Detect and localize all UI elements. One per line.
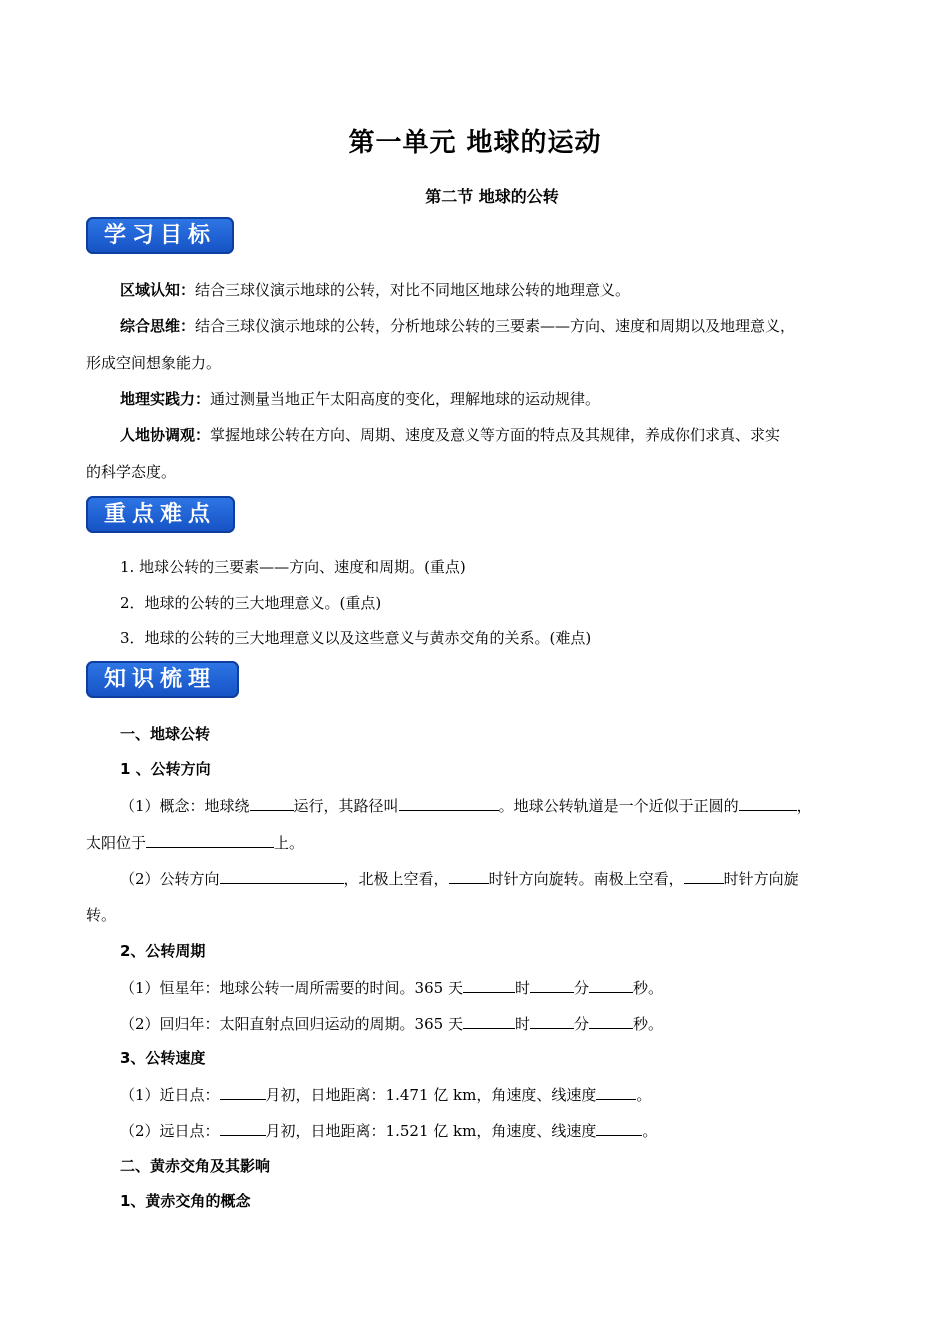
goal-regional: 区域认知：结合三球仪演示地球的公转，对比不同地区地球公转的地理意义。: [120, 281, 631, 299]
direction-concept-line: （1）概念：地球绕 运行，其路径叫 。地球公转轨道是一个近似于正圆的 ，: [120, 797, 812, 815]
goal-practice: 地理实践力：通过测量当地正午太阳高度的变化，理解地球的运动规律。: [120, 390, 601, 408]
tropical-year-line: （2）回归年：太阳直射点回归运动的周期。365 天 时 分 秒。: [120, 1015, 663, 1033]
blank-14[interactable]: [220, 1084, 266, 1100]
blank-3[interactable]: [739, 795, 797, 811]
section-subtitle: 第二节 地球的公转: [425, 187, 559, 206]
goal-thinking: 综合思维：结合三球仪演示地球的公转，分析地球公转的三要素——方向、速度和周期以及地理意义，: [120, 317, 796, 335]
key-point-1: 1. 地球公转的三要素——方向、速度和周期。(重点): [120, 558, 466, 576]
banner-learning-goals: 学习目标: [86, 217, 234, 254]
direction-concept-cont: 太阳位于 上。: [86, 834, 305, 852]
blank-12[interactable]: [530, 1013, 574, 1029]
blank-15[interactable]: [596, 1084, 636, 1100]
blank-5[interactable]: [220, 868, 344, 884]
key-point-3: 3．地球的公转的三大地理意义以及这些意义与黄赤交角的关系。(难点): [120, 629, 592, 647]
goal-harmony: 人地协调观：掌握地球公转在方向、周期、速度及意义等方面的特点及其规律，养成你们求真、求实: [120, 426, 781, 444]
blank-4[interactable]: [146, 832, 274, 848]
blank-13[interactable]: [589, 1013, 633, 1029]
blank-2[interactable]: [399, 795, 499, 811]
section-heading-revolution: 一、地球公转: [120, 725, 211, 743]
subsection-obliquity-concept: 1、黄赤交角的概念: [120, 1192, 251, 1210]
goal-thinking-cont: 形成空间想象能力。: [86, 354, 222, 372]
page-title: 第一单元 地球的运动: [348, 128, 602, 158]
key-point-2: 2．地球的公转的三大地理意义。(重点): [120, 594, 382, 612]
subsection-speed: 3、公转速度: [120, 1049, 206, 1067]
blank-6[interactable]: [449, 868, 489, 884]
perihelion-line: （1）近日点： 月初，日地距离：1.471 亿 km，角速度、线速度 。: [120, 1086, 652, 1104]
direction-rotation-line: （2）公转方向 ，北极上空看， 时针方向旋转。南极上空看， 时针方向旋: [120, 870, 799, 888]
subsection-period: 2、公转周期: [120, 942, 206, 960]
blank-10[interactable]: [589, 977, 633, 993]
blank-1[interactable]: [250, 795, 294, 811]
blank-11[interactable]: [463, 1013, 515, 1029]
banner-knowledge: 知识梳理: [86, 661, 239, 698]
sidereal-year-line: （1）恒星年：地球公转一周所需要的时间。365 天 时 分 秒。: [120, 979, 663, 997]
banner-key-points: 重点难点: [86, 496, 235, 533]
blank-8[interactable]: [463, 977, 515, 993]
blank-17[interactable]: [596, 1120, 642, 1136]
goal-harmony-cont: 的科学态度。: [86, 463, 177, 481]
section-heading-obliquity: 二、黄赤交角及其影响: [120, 1157, 271, 1175]
blank-16[interactable]: [220, 1120, 266, 1136]
blank-9[interactable]: [530, 977, 574, 993]
direction-rotation-cont: 转。: [86, 906, 117, 924]
blank-7[interactable]: [684, 868, 724, 884]
subsection-direction: 1 、公转方向: [120, 760, 211, 778]
aphelion-line: （2）远日点： 月初，日地距离：1.521 亿 km，角速度、线速度 。: [120, 1122, 658, 1140]
